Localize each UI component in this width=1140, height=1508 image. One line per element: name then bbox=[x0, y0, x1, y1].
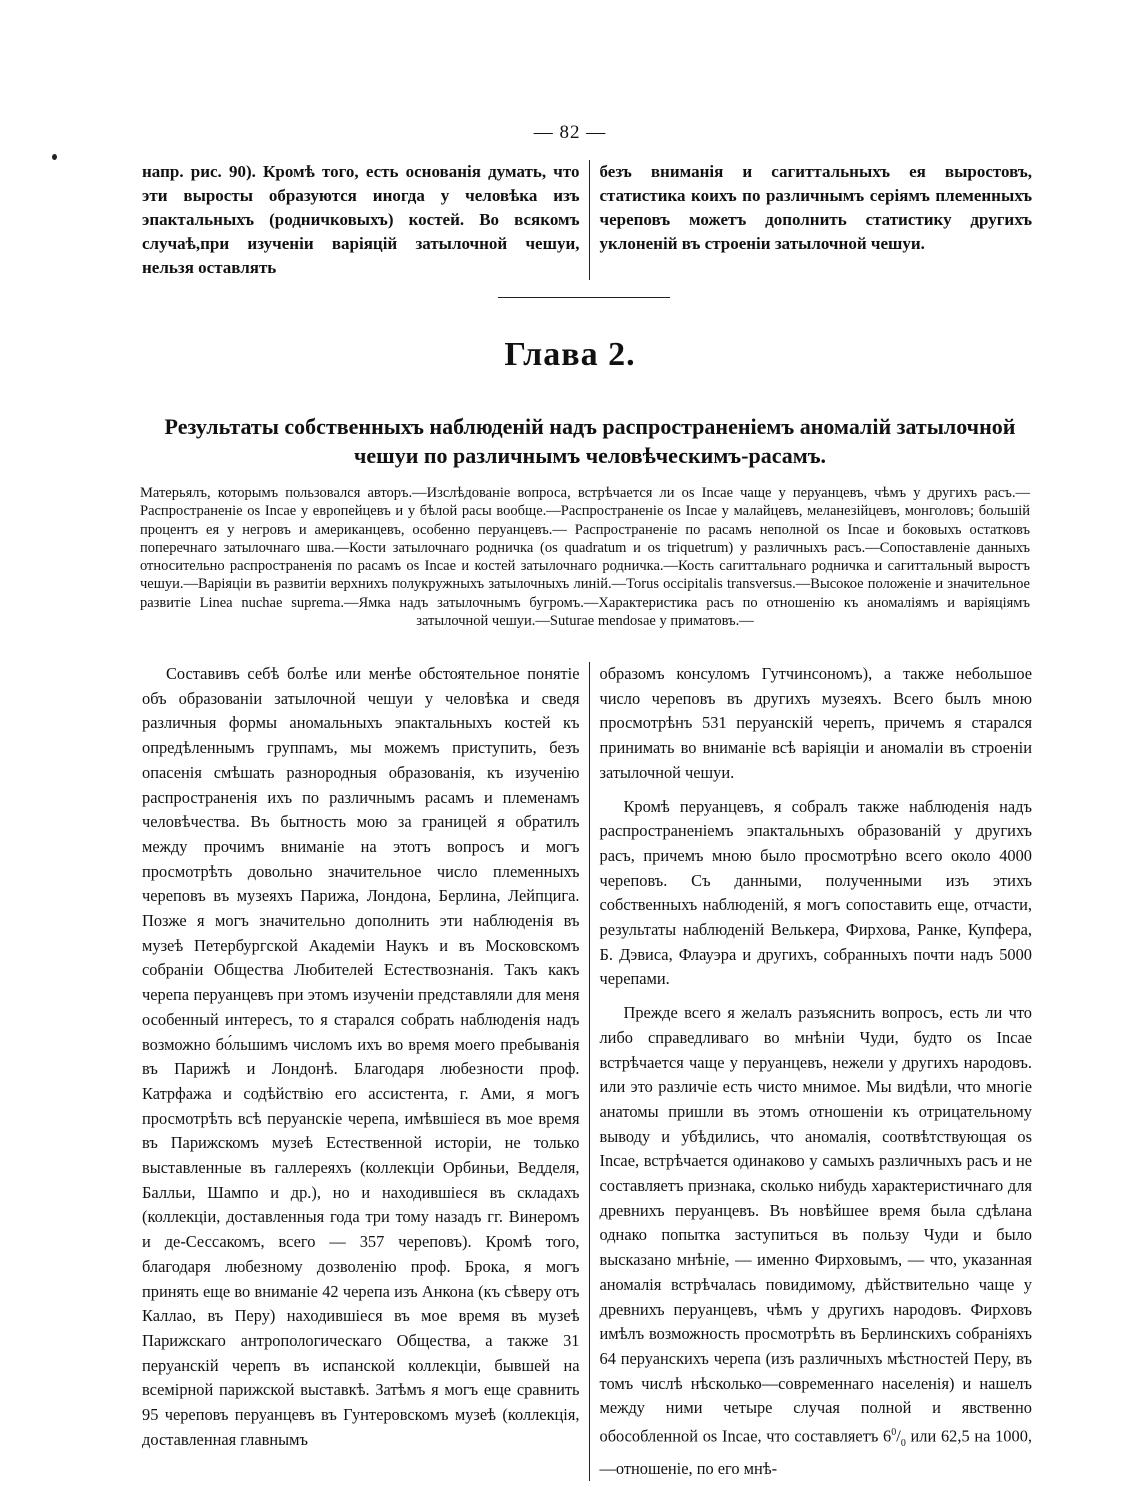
chapter-heading: Глава 2. bbox=[504, 336, 636, 373]
chapter-summary: Матерьялъ, которымъ пользовался авторъ.—Изслѣдованіе вопроса, встрѣчается ли os Incae чаще у перуанцевъ, чѣмъ у другихъ расъ.— Распространеніе os Incae у европейцевъ и у бѣлой расы вообще.—Распространеніе os Incae у малайцевъ, меланезійцевъ, монголовъ; большій процентъ ея у негровъ и американцевъ, особенно перуанцевъ.— Распространеніе по расамъ неполной os Incae и боковыхъ остатковъ поперечнаго затылочнаго шва.—Кости затылочнаго родничка (os quadratum и os triquetrum) у различныхъ расъ.—Сопоставленіе данныхъ относительно распространенія по расамъ os Incae и костей затылочнаго родничка.—Кость сагиттальнаго родничка и сагиттальный выростъ чешуи.—Варіяціи въ развитіи верхнихъ полукружныхъ затылочныхъ линій.—Torus occipitalis transversus.—Высокое положеніе и значительное развитіе Linea nuchae suprema.—Ямка надъ затылочнымъ бугромъ.—Характеристика расъ по отношенію къ аномаліямъ и варіяціямъ затылочной чешуи.—Suturae mendosae у приматовъ.— bbox=[140, 485, 1030, 630]
body-columns bbox=[142, 662, 1032, 1481]
body-text: или 62,5 на 1000,—отношеніе, по его мнѣ- bbox=[599, 1426, 1032, 1478]
percent-slash: / bbox=[896, 1426, 901, 1446]
chapter-title: Результаты собственныхъ наблюденій надъ распространеніемъ аномалій затылочной чешуи по различнымъ человѣческимъ-расамъ. bbox=[164, 414, 1016, 468]
top-right-column: безъ вниманія и сагиттальныхъ ея выростовъ, статистика коихъ по различнымъ серіямъ племенныхъ череповъ можетъ дополнить статистику другихъ уклоненій въ строеніи затылочной чешуи. bbox=[599, 162, 1032, 253]
section-rule bbox=[498, 297, 670, 298]
top-columns bbox=[142, 160, 1032, 280]
body-paragraph: образомъ консуломъ Гутчинсономъ), а также небольшое число череповъ въ другихъ музеяхъ. Всего былъ мною просмотрѣнъ 531 перуанскій черепъ, причемъ я старался принимать во вниманіе всѣ варіяціи и аномаліи въ строеніи затылочной чешуи. bbox=[599, 664, 1032, 782]
body-paragraph: Кромѣ перуанцевъ, я собралъ также наблюденія надъ распространеніемъ эпактальныхъ образованій у другихъ расъ, причемъ мною было просмотрѣно всего около 4000 череповъ. Съ данными, полученными изъ этихъ собственныхъ наблюденій, я могъ сопоставить еще, отчасти, результаты наблюденій Велькера, Фирхова, Ранке, Купфера, Б. Дэвиса, Флауэра и другихъ, собранныхъ почти надъ 5000 черепами. bbox=[599, 796, 1032, 989]
percent-sub: 0 bbox=[900, 1437, 906, 1449]
body-paragraph bbox=[600, 1001, 1033, 1481]
top-left-column: напр. рис. 90). Кромѣ того, есть основанія думать, что эти выросты образуются иногда у человѣка изъ эпактальныхъ (родничковыхъ) костей. Во всякомъ случаѣ,при изученіи варіяцій затылочной чешуи, нельзя оставлять bbox=[142, 162, 580, 277]
ink-speck bbox=[52, 154, 57, 160]
percent-sup: 0 bbox=[891, 1427, 897, 1439]
body-left-column bbox=[142, 662, 589, 1481]
page-number: — 82 — bbox=[533, 122, 607, 143]
body-paragraph: Составивъ себѣ болѣе или менѣе обстоятельное понятіе объ образованіи затылочной чешуи у человѣка и сведя различныя формы аномальныхъ эпактальныхъ костей къ опредѣленнымъ группамъ, мы можемъ приступить, безъ опасенія смѣшать разнородныя образованія, къ изученію распространенія ихъ по различнымъ расамъ и племенамъ человѣчества. Въ бытность мою за границей я обратилъ между прочимъ вниманіе на этотъ вопросъ и могъ просмотрѣть довольно значительное число племенныхъ череповъ въ музеяхъ Парижа, Лондона, Берлина, Лейпцига. Позже я могъ значительно дополнить эти наблюденія въ музеѣ Петербургской Академіи Наукъ и въ Московскомъ собраніи Общества Любителей Естествознанія. Такъ какъ черепа перуанцевъ при этомъ изученіи представляли для меня особенный интересъ, то я старался собрать наблюденія надъ возможно бо́льшимъ числомъ ихъ во время моего пребыванія въ Парижѣ и Лондонѣ. Благодаря любезности проф. Катрфажа и содѣйствію его ассистента, г. Ами, я могъ просмотрѣть всѣ перуанскіе черепа, имѣвшіеся въ мое время въ Парижскомъ музеѣ Естественной исторіи, не только выставленные въ галлереяхъ (коллекціи Орбиньи, Ведделя, Балльи, Шампо и др.), но и находившіеся въ складахъ (коллекціи, доставленныя года три тому назадъ гг. Винеромъ и де-Сессакомъ, всего — 357 череповъ). Кромѣ того, благодаря любезному дозволенію проф. Брока, я могъ принять еще во вниманіе 42 черепа изъ Анкона (къ сѣверу отъ Каллао, въ Перу) находившіеся въ мое время въ музеѣ Парижскаго антропологическаго Общества, а также 31 перуанскій черепъ въ испанской коллекціи, бывшей на всемірной парижской выставкѣ. Затѣмъ я могъ еще сравнить 95 череповъ перуанцевъ въ Гунтеровскомъ музеѣ (коллекція, доставленная главнымъ bbox=[142, 664, 580, 1449]
body-right-column bbox=[590, 662, 1033, 1481]
body-text: Прежде всего я желалъ разъяснить вопросъ, есть ли что либо справедливаго во мнѣніи Чуди, будто os Incae встрѣчается чаще у перуанцевъ, нежели у другихъ народовъ. или это различіе есть чисто мнимое. Мы видѣли, что многіе анатомы пришли въ этомъ отношеніи къ отрицательному выводу и убѣдились, что аномалія, соотвѣтствующая os Incae, встрѣчается одинаково у самыхъ различныхъ расъ и не составляетъ признака, сколько нибудь характеристичнаго для древнихъ перуанцевъ. Въ новѣйшее время была сдѣлана однако попытка заступиться въ пользу Чуди и было высказано мнѣніе, — именно Фирховымъ, — что, указанная аномалія встрѣчалась повидимому, дѣйствительно чаще у древнихъ перуанцевъ, чѣмъ у другихъ народовъ. Фирховъ имѣлъ возможность просмотрѣть въ Берлинскихъ собраніяхъ 64 перуанскихъ черепа (изъ различныхъ мѣстностей Перу, въ томъ числѣ нѣсколько—современнаго населенія) и нашелъ между ними четыре случая полной и явственно обособленной os Incae, что составляетъ 6 bbox=[599, 1003, 1032, 1446]
